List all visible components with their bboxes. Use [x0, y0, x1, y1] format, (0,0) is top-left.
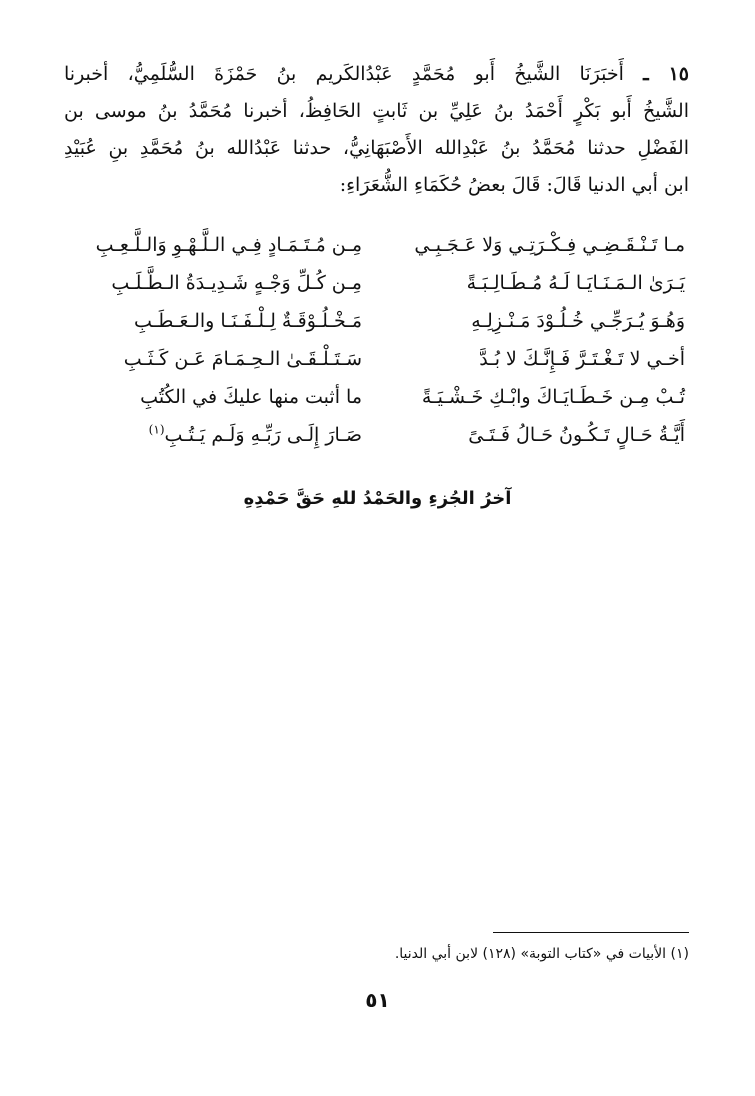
- verse-first-half: وَهُـوَ يُـرَجِّـي خُـلُـوْدَ مَـنْـزِلِـهِ: [471, 310, 685, 332]
- verse-row: [70, 264, 685, 302]
- verse-first-half: أخـي لا تَـغْـتَـرَّ فَـإِنَّـكَ لا بُـدَّ: [479, 348, 685, 370]
- verse-first-half: أَيَّـةُ حَـالٍ تَـكُـونُ حَـالُ فَـتَـىً: [468, 424, 685, 446]
- verse-second-half: مَـخْـلُـوْقَـةٌ لِـلْـفَـنَـا والـعَـطَـبِ: [134, 310, 362, 332]
- verse-row: [70, 302, 685, 340]
- paragraph-line-3: الفَضْلِ حدثنا مُحَمَّدُ بنُ عَبْدِالله الأَصْبَهَانِيُّ، حدثنا عَبْدُالله بنُ مُحَمَّدِ بنِ عُبَيْدِ: [64, 137, 689, 159]
- paragraph-line-4: ابن أبي الدنيا قَالَ: قَالَ بعضُ حُكَمَاءِ الشُّعَرَاءِ:: [339, 174, 689, 196]
- paragraph-line-2: الشَّيخُ أَبو بَكْرٍ أَحْمَدُ بنُ عَلِيِّ بن ثَابتٍ الحَافِظُ، أخبرنا مُحَمَّدُ بنُ موسى بن: [64, 100, 689, 122]
- verse-row: [70, 378, 685, 416]
- closing-formula: آخرُ الجُزءِ والحَمْدُ للهِ حَقَّ حَمْدِهِ: [243, 488, 512, 509]
- hadith-number: ١٥ ـ: [643, 63, 689, 85]
- verse-second-half: [70, 416, 362, 454]
- verse-second-half-text: صَـارَ إِلَـى رَبِّـهِ وَلَـم يَـتُـبِ: [164, 424, 362, 446]
- paragraph-line-1-text: أَخبَرَنَا الشَّيخُ أَبو مُحَمَّدٍ عَبْدُالكَريم بنُ حَمْزَةَ السُّلَمِيُّ، أخبرنا: [64, 63, 624, 85]
- verse-second-half: ما أثبت منها عليكَ في الكُتُبِ: [140, 386, 362, 408]
- hadith-paragraph: [64, 56, 689, 204]
- page-number: ٥١: [365, 988, 390, 1012]
- verse-first-half: تُـبْ مِـن خَـطَـايَـاكَ وابْـكِ خَـشْـيَـةً: [421, 386, 685, 408]
- paragraph-line-1: [64, 56, 689, 93]
- verse-row: [70, 416, 685, 454]
- verse-second-half: سَـتَـلْـقَـىٰ الـحِـمَـامَ عَـن كَـثَـبِ: [123, 348, 362, 370]
- footnote: (١) الأبيات في «كتاب التوبة» (١٢٨) لابن أبي الدنيا.: [394, 946, 689, 962]
- poem: [70, 226, 685, 454]
- verse-first-half: مـا تَـنْـقَـضِـي فِـكْـرَتِـي وَلا عَـجَـبِـي: [414, 234, 685, 256]
- verse-second-half: مِـن مُـتَـمَـادٍ فِـي الـلَّـهْـوِ وَالـلَّـعِـبِ: [95, 234, 362, 256]
- verse-first-half: يَـرَىٰ الـمَـنَـايَـا لَـهُ مُـطَـالِـبَـةً: [466, 272, 685, 294]
- footnote-marker: (١): [148, 422, 165, 437]
- verse-row: [70, 340, 685, 378]
- verse-second-half: مِـن كُـلِّ وَجْـهٍ شَـدِيـدَةُ الـطَّـلَـبِ: [111, 272, 362, 294]
- footnote-divider: [493, 932, 689, 933]
- verse-row: [70, 226, 685, 264]
